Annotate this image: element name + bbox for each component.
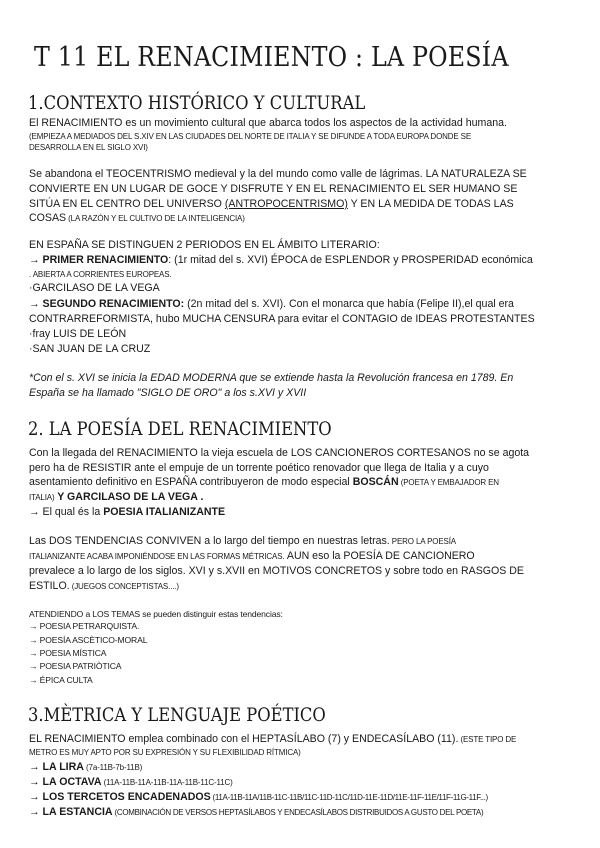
tendencias-intro: ATENDIENDO a LOS TEMAS se pueden distinguir estas tendencias: xyxy=(29,609,283,619)
page-title: T 11 EL RENACIMIENTO : LA POESÍA xyxy=(34,42,509,73)
s1-p1-line1: El RENACIMIENTO es un movimiento cultural que abarca todos los aspectos de la actividad humana. xyxy=(29,117,507,129)
metric-form-label: → LOS TERCETOS ENCADENADOS xyxy=(29,791,211,803)
s2-p2-line3: prevalece a lo largo de los siglos. XVI y s.XVII en MOTIVOS CONCRETOS y sobre todo en RASGOS DE xyxy=(29,565,524,577)
metric-form: → LOS TERCETOS ENCADENADOS (11A-11B-11A/11B-11C-11B/11C-11D-11C/11D-11E-11D/11E-11F-11E/11F-11G-11F...) xyxy=(29,791,488,803)
section-1-heading: 1.CONTEXTO HISTÓRICO Y CULTURAL xyxy=(28,92,366,114)
boscan-name: BOSCÁN xyxy=(352,476,399,488)
s2-p2-line2: ITALIANIZANTE ACABA IMPONIÉNDOSE EN LAS FORMAS MÉTRICAS. AUN eso la POESÍA DE CANCIONERO xyxy=(29,550,475,562)
s2-p1-line2: pero ha de RESISTIR ante el empuje de un torrente poético renovador que llega de Italia y a cuyo xyxy=(29,462,489,474)
s1-p3-line1: EN ESPAÑA SE DISTINGUEN 2 PERIODOS EN EL ÁMBITO LITERARIO: xyxy=(29,239,380,251)
metric-form: → LA OCTAVA (11A-11B-11A-11B-11A-11B-11C-11C) xyxy=(29,776,233,788)
s2-p2-line1: Las DOS TENDENCIAS CONVIVEN a lo largo del tiempo en nuestras letras. PERO LA POESÍA xyxy=(29,535,456,547)
section-3-heading: 3.MÈTRICA Y LENGUAJE POÉTICO xyxy=(28,704,326,726)
period-1: → PRIMER RENACIMIENTO: (1r mitad del s. XVI) ÉPOCA de ESPLENDOR y PROSPERIDAD económica xyxy=(29,254,533,266)
s1-p2-line2: CONVIERTE EN UN LUGAR DE GOCE Y DISFRUTE Y EN EL RENACIMIENTO EL SER HUMANO SE xyxy=(29,183,518,195)
tendencia-item: → POESIA PATRIÒTICA xyxy=(29,661,122,671)
s1-p2-line1: Se abandona el TEOCENTRISMO medieval y la del mundo como valle de lágrimas. LA NATURALEZA SE xyxy=(29,168,527,180)
poesia-italianizante: POESIA ITALIANIZANTE xyxy=(103,506,226,518)
s2-p1-line3: asentamiento definitivo en ESPAÑA contribuyeron de modo especial BOSCÁN (POETA Y EMBAJADOR EN xyxy=(29,476,499,488)
metric-form-label: → LA ESTANCIA xyxy=(29,806,113,818)
period-2: → SEGUNDO RENACIMIENTO: (2n mitad del s. XVI). Con el monarca que había (Felipe II),el qual era xyxy=(29,298,514,310)
s1-p1-small1: (EMPIEZA A MEDIADOS DEL S.XIV EN LAS CIUDADES DEL NORTE DE ITALIA Y SE DIFUNDE A TODA EUROPA DONDE SE xyxy=(29,132,472,141)
tendencia-item: → POESÍA ASCÈTICO-MORAL xyxy=(29,635,148,645)
s2-p1-line4: ITALIA) Y GARCILASO DE LA VEGA . xyxy=(29,491,204,503)
garcilaso-name: Y GARCILASO DE LA VEGA . xyxy=(54,491,204,503)
s1-p2-line4: COSAS (LA RAZÓN Y EL CULTIVO DE LA INTELIGENCIA) xyxy=(29,212,245,224)
metric-form-label: → LA LIRA xyxy=(29,761,84,773)
note-line2: España se ha llamado "SIGLO DE ORO" a los s.XVI y XVII xyxy=(29,387,307,399)
s1-p1-small2: DESARROLLA EN EL SIGLO XVI) xyxy=(29,143,148,152)
s1-p2-line3: SITÚA EN EL CENTRO DEL UNIVERSO (ANTROPOCENTRISMO) Y EN LA MEDIDA DE TODAS LAS xyxy=(29,198,514,210)
s3-p1-line1: EL RENACIMIENTO emplea combinado con el HEPTASÍLABO (7) y ENDECASÍLABO (11). (ESTE TIPO DE xyxy=(29,733,517,745)
period-2-author-2: ·SAN JUAN DE LA CRUZ xyxy=(29,343,151,355)
period-1-label: → PRIMER RENACIMIENTO xyxy=(29,254,169,266)
period-2-label: → SEGUNDO RENACIMIENTO: xyxy=(29,298,185,310)
antropocentrismo-term: (ANTROPOCENTRISMO) xyxy=(224,198,348,210)
note-line1: *Con el s. XVI se inicia la EDAD MODERNA que se extiende hasta la Revolución francesa en 1789. En xyxy=(29,372,514,384)
period-2-author-1: ·fray LUIS DE LEÓN xyxy=(29,328,127,340)
tendencia-item: → POESIA PETRARQUISTA. xyxy=(29,621,140,631)
period-1-small: . ABIERTA A CORRIENTES EUROPEAS. xyxy=(29,270,172,279)
metric-form: → LA LIRA (7a-11B-7b-11B) xyxy=(29,761,143,773)
s2-p1-line5: → El qual és la POESIA ITALIANIZANTE xyxy=(29,506,226,518)
section-2-heading: 2. LA POESÍA DEL RENACIMIENTO xyxy=(28,418,332,440)
metric-form-label: → LA OCTAVA xyxy=(29,776,102,788)
metric-form: → LA ESTANCIA (COMBINACIÓN DE VERSOS HEPTASÍLABOS Y ENDECASÍLABOS DISTRIBUIDOS A GUSTO DEL POETA) xyxy=(29,806,484,818)
period-2-line2: CONTRARREFORMISTA, hubo MUCHA CENSURA para evitar el CONTAGIO de IDEAS PROTESTANTES xyxy=(29,313,535,325)
tendencia-item: → POESIA MÍSTICA xyxy=(29,648,107,658)
s3-p1-line2: METRO ES MUY APTO POR SU EXPRESIÓN Y SU FLEXIBILIDAD RÍTMICA) xyxy=(29,748,301,757)
tendencia-item: → ÉPICA CULTA xyxy=(29,675,93,685)
s2-p1-line1: Con la llegada del RENACIMIENTO la vieja escuela de LOS CANCIONEROS CORTESANOS no se agota xyxy=(29,447,530,459)
s2-p2-line4: ESTILO. (JUEGOS CONCEPTISTAS....) xyxy=(29,580,179,592)
period-1-author: ·GARCILASO DE LA VEGA xyxy=(29,282,160,294)
